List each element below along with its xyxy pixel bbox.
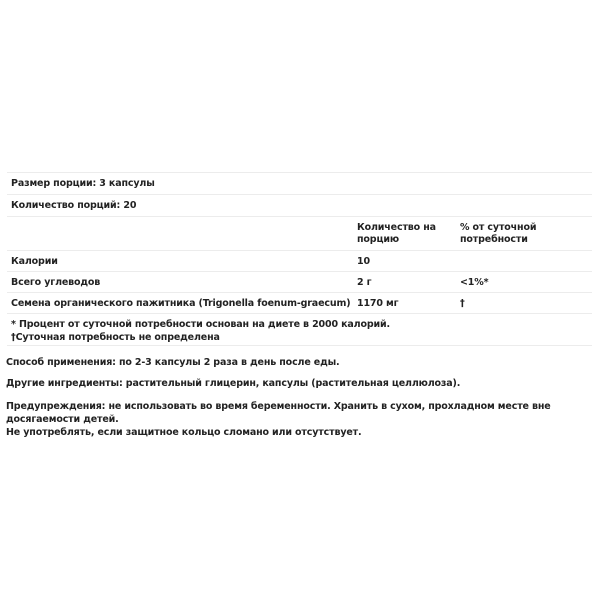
- other-ingredients: Другие ингредиенты: растительный глицерин, капсулы (растительная целлюлоза).: [6, 378, 461, 389]
- dv-header-line2: потребности: [460, 233, 528, 245]
- serving-size-row: [7, 172, 592, 194]
- warnings-line2: Не употреблять, если защитное кольцо сломано или отсутствует.: [6, 427, 362, 438]
- nutrient-name: Всего углеводов: [11, 276, 101, 288]
- warnings: [6, 400, 596, 439]
- dv-header-line1: % от суточной: [460, 221, 537, 233]
- servings-per-container-row: [7, 194, 592, 216]
- nutrient-dv: <1%*: [460, 276, 489, 288]
- table-row: [7, 250, 592, 271]
- table-row: [7, 292, 592, 313]
- nutrient-dv: †: [460, 297, 465, 309]
- amount-header-line1: Количество на: [357, 221, 436, 233]
- serving-size: Размер порции: 3 капсулы: [11, 178, 155, 189]
- table-row: [7, 271, 592, 292]
- nutrient-name: Семена органического пажитника (Trigonella foenum-graecum): [11, 297, 351, 309]
- footnote-not-established: †Суточная потребность не определена: [11, 332, 220, 343]
- directions: Способ применения: по 2-3 капсулы 2 раза в день после еды.: [6, 357, 340, 368]
- nutrient-name: Калории: [11, 255, 58, 267]
- nutrient-amount: 1170 мг: [357, 297, 399, 309]
- warnings-line1: Предупреждения: не использовать во время беременности. Хранить в сухом, прохладном месте вне досягаемости детей.: [6, 401, 551, 425]
- amount-header-line2: порцию: [357, 233, 399, 245]
- daily-value-header: [460, 222, 580, 246]
- nutrient-amount: 2 г: [357, 276, 372, 288]
- supplement-facts-table: [7, 172, 592, 346]
- footnotes: [7, 313, 592, 346]
- amount-per-serving-header: [357, 222, 460, 246]
- nutrient-amount: 10: [357, 255, 370, 267]
- servings-per-container: Количество порций: 20: [11, 200, 137, 211]
- table-header-row: [7, 216, 592, 250]
- footnote-daily-value: * Процент от суточной потребности основан на диете в 2000 калорий.: [11, 319, 390, 330]
